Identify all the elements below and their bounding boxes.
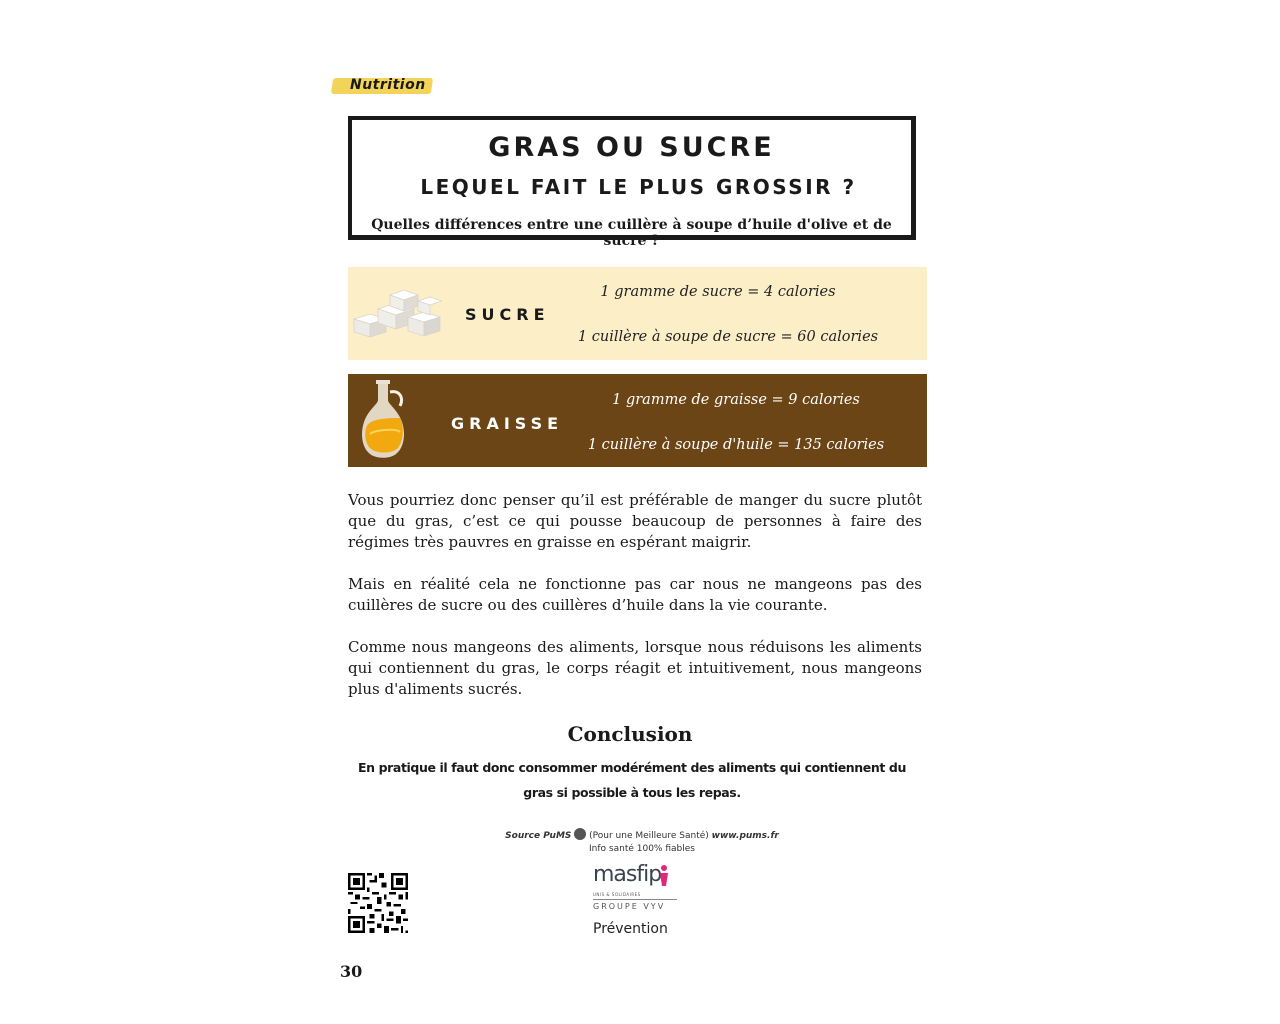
logo-masfip-text: masfip [593, 862, 662, 887]
page-subtitle: Quelles différences entre une cuillère à soupe d’huile d'olive et de sucre ? [371, 217, 892, 249]
graisse-spoon-line: 1 cuillère à soupe d'huile = 135 calories [587, 437, 885, 453]
oil-jug-icon [358, 376, 412, 464]
section-tag [332, 72, 432, 98]
graisse-label: GRAISSE [451, 414, 564, 433]
conclusion-title: Conclusion [567, 722, 693, 746]
source-url[interactable]: www.pums.fr [711, 831, 779, 841]
page-title-line2: LEQUEL FAIT LE PLUS GROSSIR ? [420, 175, 857, 199]
section-tag-label: Nutrition [350, 77, 426, 93]
source-tagline: Info santé 100% fiables [589, 844, 695, 854]
conclusion-text: En pratique il faut donc consommer modérément des aliments qui contiennent du gras si possible à tous les repas. [358, 760, 906, 800]
source-block [440, 828, 844, 856]
paragraph-1: Vous pourriez donc penser qu’il est préférable de manger du sucre plutôt que du gras, c’est ce qui pousse beaucoup de personnes à faire des régimes très pauvres en graisse en espérant maigrir. [348, 491, 922, 551]
graisse-band [348, 374, 927, 467]
sucre-label: SUCRE [465, 305, 550, 324]
title-box [348, 116, 916, 249]
sucre-spoon-line: 1 cuillère à soupe de sucre = 60 calories [577, 329, 879, 345]
source-detail: (Pour une Meilleure Santé) [589, 831, 709, 841]
page-number: 30 [340, 962, 363, 981]
sucre-band [348, 267, 927, 360]
source-line [440, 828, 844, 843]
paragraph-3: Comme nous mangeons des aliments, lorsque nous réduisons les aliments qui contiennent du gras, le corps réagit et intuitivement, nous mangeons plus d'aliments sucrés. [348, 638, 922, 698]
page-title: GRAS OU SUCRE [488, 132, 775, 163]
graisse-gram-line: 1 gramme de graisse = 9 calories [612, 392, 860, 408]
sucre-gram-line: 1 gramme de sucre = 4 calories [600, 284, 836, 300]
logo-prevention-text: Prévention [593, 921, 668, 937]
logo-unis-text: UNIS & SOLIDAIRES [593, 892, 641, 897]
figure-icon [657, 864, 671, 888]
sugar-cubes-icon [350, 287, 442, 341]
logo-groupe-text: GROUPE VYV [593, 902, 666, 911]
paragraph-2: Mais en réalité cela ne fonctionne pas car nous ne mangeons pas des cuillères de sucre ou des cuillères d’huile dans la vie courante. [348, 575, 922, 614]
qr-code-icon[interactable] [348, 873, 408, 933]
logo-divider [593, 899, 677, 900]
masfip-logo [585, 862, 685, 942]
source-label: Source PuMS [505, 831, 572, 841]
pums-badge-icon [574, 828, 586, 840]
